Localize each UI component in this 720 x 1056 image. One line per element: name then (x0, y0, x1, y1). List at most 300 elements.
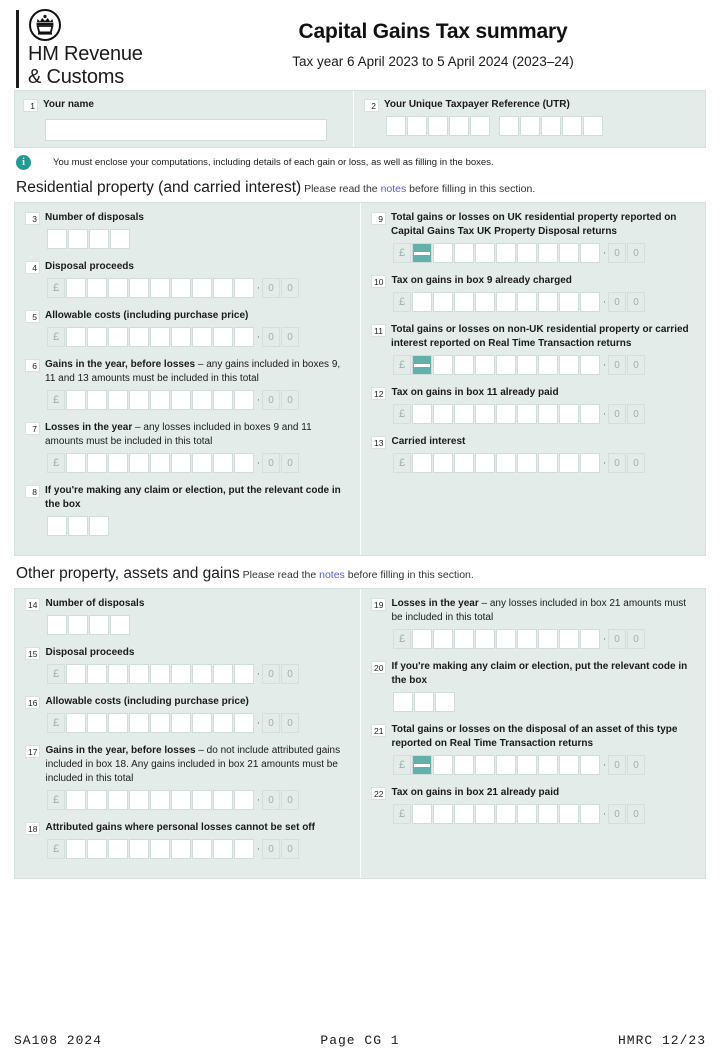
negative-sign-indicator[interactable] (412, 755, 432, 775)
pence-cell[interactable]: 0 (262, 453, 280, 473)
pence-cell[interactable]: 0 (262, 839, 280, 859)
digit-cell[interactable] (150, 327, 170, 347)
box-header (25, 358, 350, 386)
digit-cell[interactable] (454, 243, 474, 263)
code-input[interactable] (393, 692, 695, 712)
digit-cell[interactable] (475, 804, 495, 824)
digit-cell[interactable] (192, 278, 212, 298)
box-number: 6 (25, 359, 40, 372)
digit-cell[interactable] (108, 278, 128, 298)
digit-cell[interactable] (150, 664, 170, 684)
pence-cell[interactable]: 0 (281, 790, 299, 810)
digit-cell[interactable] (454, 755, 474, 775)
digit-cell[interactable] (580, 355, 600, 375)
digit-cell[interactable] (213, 327, 233, 347)
digit-cell[interactable] (108, 453, 128, 473)
box-number: 22 (371, 787, 386, 800)
box-header (25, 484, 350, 512)
digit-cell[interactable] (412, 292, 432, 312)
utr-digit[interactable] (499, 116, 519, 136)
utr-digit[interactable] (562, 116, 582, 136)
box-number: 16 (25, 696, 40, 709)
form-box (25, 744, 350, 810)
form-box (371, 786, 695, 824)
digit-cell[interactable] (475, 453, 495, 473)
pence-cell[interactable]: 0 (608, 355, 626, 375)
digit-cell[interactable] (129, 327, 149, 347)
digit-cell[interactable] (171, 839, 191, 859)
pence-cell[interactable]: 0 (627, 755, 645, 775)
section-hint (240, 569, 474, 581)
currency-input[interactable] (47, 327, 350, 347)
digit-cell[interactable] (150, 453, 170, 473)
digit-cell[interactable] (559, 755, 579, 775)
digit-cell[interactable] (234, 390, 254, 410)
currency-input[interactable] (47, 390, 350, 410)
box-header (371, 386, 695, 400)
digit-cell[interactable] (517, 755, 537, 775)
digit-cell[interactable] (433, 629, 453, 649)
digit-cell[interactable] (517, 629, 537, 649)
digit-cell[interactable] (234, 327, 254, 347)
pence-cell[interactable]: 0 (262, 713, 280, 733)
section-title-text: Other property, assets and gains (16, 565, 240, 582)
digit-cell[interactable] (150, 839, 170, 859)
digit-cell[interactable] (129, 390, 149, 410)
utr-digit[interactable] (541, 116, 561, 136)
digit-cell[interactable] (192, 790, 212, 810)
digit-cell[interactable] (171, 664, 191, 684)
digit-cell[interactable] (580, 755, 600, 775)
digit-cell[interactable] (66, 390, 86, 410)
digit-cell[interactable] (87, 390, 107, 410)
digit-cell[interactable] (414, 692, 434, 712)
pence-cell[interactable]: 0 (608, 243, 626, 263)
box-label: Number of disposals (45, 212, 144, 223)
digit-cell[interactable] (433, 243, 453, 263)
digit-cell[interactable] (412, 404, 432, 424)
digit-cell[interactable] (475, 404, 495, 424)
digit-cell[interactable] (454, 629, 474, 649)
digit-cell[interactable] (538, 804, 558, 824)
digit-cell[interactable] (538, 453, 558, 473)
digit-cell[interactable] (517, 355, 537, 375)
digit-cell[interactable] (496, 292, 516, 312)
digit-cell[interactable] (433, 453, 453, 473)
digit-cell[interactable] (150, 390, 170, 410)
pence-cell[interactable]: 0 (262, 327, 280, 347)
pound-sign-icon: £ (47, 713, 65, 733)
digit-cell[interactable] (108, 790, 128, 810)
currency-input[interactable] (393, 355, 695, 375)
digit-cell[interactable] (580, 453, 600, 473)
digit-cell[interactable] (129, 839, 149, 859)
decimal-point: · (602, 408, 607, 420)
digit-cell[interactable] (559, 243, 579, 263)
negative-sign-indicator[interactable] (412, 355, 432, 375)
currency-input[interactable] (393, 755, 695, 775)
digit-cell[interactable] (475, 755, 495, 775)
pence-cell[interactable]: 0 (262, 278, 280, 298)
box-number: 15 (25, 647, 40, 660)
box-label: Total gains or losses on UK residential property reported on Capital Gains Tax UK Property Disposal returns (391, 212, 677, 237)
digit-cell[interactable] (129, 790, 149, 810)
digit-cell[interactable] (234, 453, 254, 473)
negative-sign-indicator[interactable] (412, 243, 432, 263)
digit-cell[interactable] (150, 278, 170, 298)
digit-cell[interactable] (171, 453, 191, 473)
box-label: Tax on gains in box 11 already paid (391, 387, 559, 398)
box-number: 18 (25, 822, 40, 835)
currency-input[interactable] (393, 453, 695, 473)
pence-cell[interactable]: 0 (627, 404, 645, 424)
digit-cell[interactable] (108, 713, 128, 733)
digit-cell[interactable] (580, 243, 600, 263)
digit-cell[interactable] (393, 692, 413, 712)
digit-cell[interactable] (213, 453, 233, 473)
pence-cell[interactable]: 0 (281, 713, 299, 733)
pence-cell[interactable]: 0 (281, 327, 299, 347)
form-box (371, 435, 695, 473)
digit-cell[interactable] (87, 664, 107, 684)
currency-input[interactable] (47, 664, 350, 684)
form-box (25, 695, 350, 733)
pence-cell[interactable]: 0 (281, 453, 299, 473)
box-label-emphasis: Gains in the year, before losses (45, 745, 196, 756)
info-icon: i (16, 155, 31, 170)
digit-cell[interactable] (517, 404, 537, 424)
pence-cell[interactable]: 0 (608, 292, 626, 312)
pound-sign-icon: £ (47, 453, 65, 473)
box-label-emphasis: Gains in the year, before losses (45, 359, 196, 370)
digit-cell[interactable] (87, 327, 107, 347)
digit-cell[interactable] (454, 292, 474, 312)
hmrc-version: HMRC 12/23 (617, 1033, 706, 1048)
digit-cell[interactable] (108, 390, 128, 410)
digit-cell[interactable] (192, 327, 212, 347)
section-hint-after: before filling in this section. (406, 183, 536, 195)
currency-input[interactable] (393, 404, 695, 424)
digit-cell[interactable] (538, 404, 558, 424)
digit-cell[interactable] (234, 839, 254, 859)
digit-cell[interactable] (66, 664, 86, 684)
pence-cell[interactable]: 0 (608, 804, 626, 824)
decimal-point: · (256, 717, 261, 729)
box-header (25, 260, 350, 274)
digit-cell[interactable] (475, 355, 495, 375)
digit-cell[interactable] (433, 404, 453, 424)
digit-cell[interactable] (110, 229, 130, 249)
digit-cell[interactable] (66, 453, 86, 473)
digit-cell[interactable] (192, 390, 212, 410)
digit-cell[interactable] (234, 278, 254, 298)
digit-cell[interactable] (517, 243, 537, 263)
digit-cell[interactable] (66, 327, 86, 347)
digit-cell[interactable] (129, 278, 149, 298)
digit-cell[interactable] (87, 790, 107, 810)
digit-cell[interactable] (171, 713, 191, 733)
decimal-point: · (256, 668, 261, 680)
digit-cell[interactable] (538, 292, 558, 312)
digit-cell[interactable] (580, 629, 600, 649)
box-label (45, 744, 350, 786)
digit-cell[interactable] (89, 516, 109, 536)
pence-cell[interactable]: 0 (627, 629, 645, 649)
digit-cell[interactable] (454, 804, 474, 824)
utr-input[interactable] (386, 116, 705, 136)
digit-cell[interactable] (517, 804, 537, 824)
section-title (16, 565, 706, 583)
digit-cell[interactable] (580, 404, 600, 424)
digit-cell[interactable] (89, 229, 109, 249)
pence-cell[interactable]: 0 (608, 629, 626, 649)
digit-cell[interactable] (475, 629, 495, 649)
digit-cell[interactable] (538, 243, 558, 263)
code-input[interactable] (47, 229, 350, 249)
digit-cell[interactable] (47, 516, 67, 536)
pence-cell[interactable]: 0 (281, 278, 299, 298)
digit-cell[interactable] (213, 713, 233, 733)
digit-cell[interactable] (433, 292, 453, 312)
digit-cell[interactable] (213, 790, 233, 810)
currency-input[interactable] (47, 713, 350, 733)
digit-cell[interactable] (171, 278, 191, 298)
form-code: SA108 2024 (14, 1033, 103, 1048)
pound-sign-icon: £ (393, 629, 411, 649)
digit-cell[interactable] (171, 790, 191, 810)
pound-sign-icon: £ (47, 278, 65, 298)
currency-input[interactable] (393, 292, 695, 312)
digit-cell[interactable] (171, 390, 191, 410)
digit-cell[interactable] (538, 355, 558, 375)
digit-cell[interactable] (412, 453, 432, 473)
box-header (371, 274, 695, 288)
digit-cell[interactable] (559, 804, 579, 824)
digit-cell[interactable] (192, 453, 212, 473)
pound-sign-icon: £ (393, 243, 411, 263)
box-number: 2 (364, 99, 379, 112)
pence-cell[interactable]: 0 (262, 664, 280, 684)
org-name-line2: & Customs (28, 66, 125, 88)
form-box (371, 597, 695, 649)
digit-cell[interactable] (213, 278, 233, 298)
pence-cell[interactable]: 0 (281, 839, 299, 859)
box-label-emphasis: Losses in the year (391, 598, 479, 609)
digit-cell[interactable] (108, 664, 128, 684)
digit-cell[interactable] (68, 615, 88, 635)
box-number: 10 (371, 275, 386, 288)
digit-cell[interactable] (66, 839, 86, 859)
digit-cell[interactable] (412, 804, 432, 824)
box-label-detail: – do not include attributed gains included in box 18. Any gains included in box 21 amounts must be included in this total (45, 745, 341, 784)
digit-cell[interactable] (496, 453, 516, 473)
org-name-line1: HM Revenue (28, 43, 143, 65)
form-box (25, 484, 350, 536)
form-box (371, 274, 695, 312)
digit-cell[interactable] (517, 453, 537, 473)
digit-cell[interactable] (234, 713, 254, 733)
box-label: Allowable costs (including purchase price) (45, 310, 249, 321)
decimal-point: · (602, 359, 607, 371)
digit-cell[interactable] (435, 692, 455, 712)
identity-panel (14, 90, 706, 148)
digit-cell[interactable] (559, 404, 579, 424)
digit-cell[interactable] (192, 839, 212, 859)
form-box (25, 421, 350, 473)
pence-cell[interactable]: 0 (281, 390, 299, 410)
digit-cell[interactable] (234, 790, 254, 810)
pound-sign-icon: £ (47, 327, 65, 347)
pence-cell[interactable]: 0 (627, 804, 645, 824)
currency-input[interactable] (47, 278, 350, 298)
digit-cell[interactable] (108, 839, 128, 859)
utr-digit[interactable] (428, 116, 448, 136)
pence-cell[interactable]: 0 (281, 664, 299, 684)
box-label: Attributed gains where personal losses cannot be set off (45, 822, 315, 833)
digit-cell[interactable] (87, 453, 107, 473)
digit-cell[interactable] (433, 755, 453, 775)
currency-input[interactable] (47, 790, 350, 810)
box-number: 21 (371, 724, 386, 737)
digit-cell[interactable] (110, 615, 130, 635)
digit-cell[interactable] (454, 404, 474, 424)
digit-cell[interactable] (89, 615, 109, 635)
digit-cell[interactable] (454, 453, 474, 473)
pound-sign-icon: £ (393, 292, 411, 312)
digit-cell[interactable] (559, 629, 579, 649)
digit-cell[interactable] (192, 713, 212, 733)
digit-cell[interactable] (538, 755, 558, 775)
digit-cell[interactable] (517, 292, 537, 312)
box-label: Tax on gains in box 9 already charged (391, 275, 572, 286)
box-header (371, 786, 695, 800)
box-label-emphasis: Losses in the year (45, 422, 133, 433)
digit-cell[interactable] (475, 243, 495, 263)
digit-cell[interactable] (87, 278, 107, 298)
digit-cell[interactable] (150, 713, 170, 733)
currency-input[interactable] (393, 243, 695, 263)
digit-cell[interactable] (496, 355, 516, 375)
digit-cell[interactable] (433, 355, 453, 375)
digit-cell[interactable] (234, 664, 254, 684)
hmrc-logo (14, 8, 178, 88)
digit-cell[interactable] (129, 453, 149, 473)
currency-input[interactable] (47, 453, 350, 473)
utr-digit[interactable] (386, 116, 406, 136)
decimal-point: · (602, 457, 607, 469)
pence-cell[interactable]: 0 (608, 755, 626, 775)
digit-cell[interactable] (87, 839, 107, 859)
box-label: Your name (43, 99, 94, 110)
code-input[interactable] (47, 516, 350, 536)
box-header (25, 695, 350, 709)
digit-cell[interactable] (496, 243, 516, 263)
digit-cell[interactable] (87, 713, 107, 733)
form-box (25, 309, 350, 347)
digit-cell[interactable] (496, 404, 516, 424)
enclose-computations-notice (16, 155, 706, 170)
digit-cell[interactable] (580, 804, 600, 824)
digit-cell[interactable] (213, 664, 233, 684)
digit-cell[interactable] (68, 229, 88, 249)
decimal-point: · (256, 282, 261, 294)
pence-cell[interactable]: 0 (627, 453, 645, 473)
digit-cell[interactable] (129, 713, 149, 733)
box-number: 19 (371, 598, 386, 611)
currency-input[interactable] (393, 629, 695, 649)
pence-cell[interactable]: 0 (627, 292, 645, 312)
digit-cell[interactable] (433, 804, 453, 824)
box-number: 11 (371, 324, 386, 337)
pence-cell[interactable]: 0 (627, 355, 645, 375)
currency-input[interactable] (393, 804, 695, 824)
section-hint-before: Please read the (239, 569, 320, 581)
decimal-point: · (602, 808, 607, 820)
digit-cell[interactable] (47, 229, 67, 249)
digit-cell[interactable] (213, 839, 233, 859)
form-box (371, 386, 695, 424)
digit-cell[interactable] (559, 355, 579, 375)
digit-cell[interactable] (559, 453, 579, 473)
digit-cell[interactable] (68, 516, 88, 536)
digit-cell[interactable] (47, 615, 67, 635)
pence-cell[interactable]: 0 (608, 453, 626, 473)
box-number: 4 (25, 261, 40, 274)
tax-year-subtitle: Tax year 6 April 2023 to 5 April 2024 (2023–24) (292, 54, 574, 69)
utr-digit[interactable] (520, 116, 540, 136)
box-label: Allowable costs (including purchase price) (45, 696, 249, 707)
form-box (25, 211, 350, 249)
digit-cell[interactable] (496, 629, 516, 649)
digit-cell[interactable] (108, 327, 128, 347)
notes-link[interactable]: notes (380, 183, 407, 195)
digit-cell[interactable] (66, 790, 86, 810)
notes-link[interactable]: notes (319, 569, 345, 581)
digit-cell[interactable] (496, 804, 516, 824)
digit-cell[interactable] (412, 629, 432, 649)
currency-input[interactable] (47, 839, 350, 859)
digit-cell[interactable] (171, 327, 191, 347)
utr-digit[interactable] (449, 116, 469, 136)
digit-cell[interactable] (66, 278, 86, 298)
digit-cell[interactable] (213, 390, 233, 410)
pence-cell[interactable]: 0 (627, 243, 645, 263)
digit-cell[interactable] (192, 664, 212, 684)
code-input[interactable] (47, 615, 350, 635)
digit-cell[interactable] (580, 292, 600, 312)
digit-cell[interactable] (538, 629, 558, 649)
digit-cell[interactable] (129, 664, 149, 684)
pence-cell[interactable]: 0 (262, 790, 280, 810)
your-name-input[interactable] (45, 119, 327, 141)
section-title-text: Residential property (and carried interest) (16, 179, 302, 196)
digit-cell[interactable] (559, 292, 579, 312)
digit-cell[interactable] (66, 713, 86, 733)
digit-cell[interactable] (150, 790, 170, 810)
utr-digit[interactable] (407, 116, 427, 136)
box-number: 20 (371, 661, 386, 674)
digit-cell[interactable] (475, 292, 495, 312)
digit-cell[interactable] (496, 755, 516, 775)
pence-cell[interactable]: 0 (608, 404, 626, 424)
pence-cell[interactable]: 0 (262, 390, 280, 410)
utr-digit[interactable] (583, 116, 603, 136)
section-title (16, 179, 706, 197)
box-header (25, 211, 350, 225)
digit-cell[interactable] (454, 355, 474, 375)
pound-sign-icon: £ (47, 664, 65, 684)
utr-digit[interactable] (470, 116, 490, 136)
